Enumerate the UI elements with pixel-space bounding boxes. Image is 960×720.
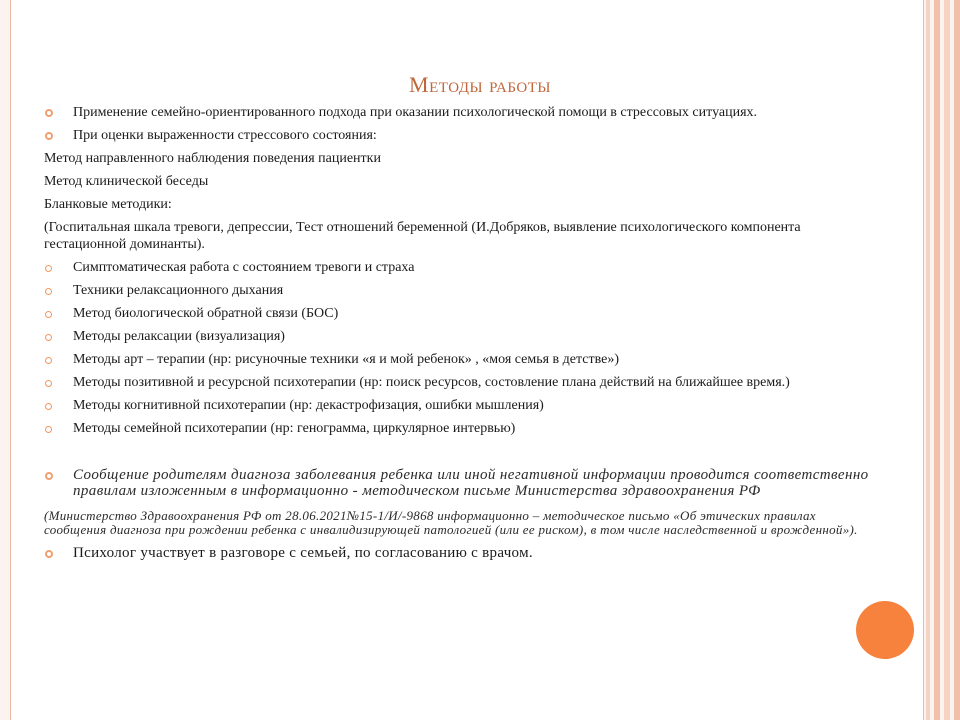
list-item: Метод биологической обратной связи (БОС) xyxy=(44,305,904,322)
list-item: Методы позитивной и ресурсной психотерапии (нр: поиск ресурсов, состовление плана действий на ближайшее время.) xyxy=(44,374,904,391)
hollow-bullet-icon xyxy=(45,311,52,318)
list-item: Метод направленного наблюдения поведения пациентки xyxy=(44,151,381,166)
list-item: Бланковые методики: xyxy=(44,197,172,212)
hollow-bullet-icon xyxy=(45,403,52,410)
hollow-bullet-icon xyxy=(45,288,52,295)
list-item: Методы семейной психотерапии (нр: генограмма, циркулярное интервью) xyxy=(44,420,904,437)
bullet-icon xyxy=(45,132,53,140)
hollow-bullet-icon xyxy=(45,426,52,433)
list-item: При оценки выраженности стрессового состояния: xyxy=(44,127,904,144)
list-item: Методы когнитивной психотерапии (нр: декастрофизация, ошибки мышления) xyxy=(44,397,904,414)
list-item: (Госпитальная шкала тревоги, депрессии, Тест отношений беременной (И.Добряков, выявление психологического компонента гестационной доминанты). xyxy=(44,220,801,252)
list-item: Методы релаксации (визуализация) xyxy=(44,328,904,345)
list-item: Метод клинической беседы xyxy=(44,174,209,189)
bullet-icon xyxy=(45,109,53,117)
list-item: Применение семейно-ориентированного подхода при оказании психологической помощи в стрессовых ситуациях. xyxy=(44,104,904,121)
bullet-icon xyxy=(45,472,53,480)
final-bullet: Психолог участвует в разговоре с семьей, по согласованию с врачом. xyxy=(44,545,904,562)
hollow-bullet-icon xyxy=(45,380,52,387)
decorative-stripes xyxy=(922,0,960,720)
italic-bullet: Сообщение родителям диагноза заболевания ребенка или иной негативной информации проводится соответственно правилам изложенным в информационно - методическом письме Министерства здравоохранения РФ xyxy=(44,467,904,499)
hollow-bullet-icon xyxy=(45,265,52,272)
slide-title: Методы работы xyxy=(409,72,551,97)
hollow-bullet-icon xyxy=(45,334,52,341)
list-item: Симптоматическая работа с состоянием тревоги и страха xyxy=(44,259,904,276)
list-item: Методы арт – терапии (нр: рисуночные техники «я и мой ребенок» , «моя семья в детстве») xyxy=(44,351,904,368)
ministry-note: (Министерство Здравоохранения РФ от 28.06.2021№15-1/И/-9868 информационно – методическое письмо «Об этических правилах сообщения диагноза при рождении ребенка с инвалидизирующей патологией (или ее риском), в том числе наследственной и врожденной»). xyxy=(44,508,858,537)
bullet-icon xyxy=(45,550,53,558)
decorative-circle xyxy=(856,601,914,659)
slide-content xyxy=(44,104,904,568)
list-item: Техники релаксационного дыхания xyxy=(44,282,904,299)
hollow-bullet-icon xyxy=(45,357,52,364)
